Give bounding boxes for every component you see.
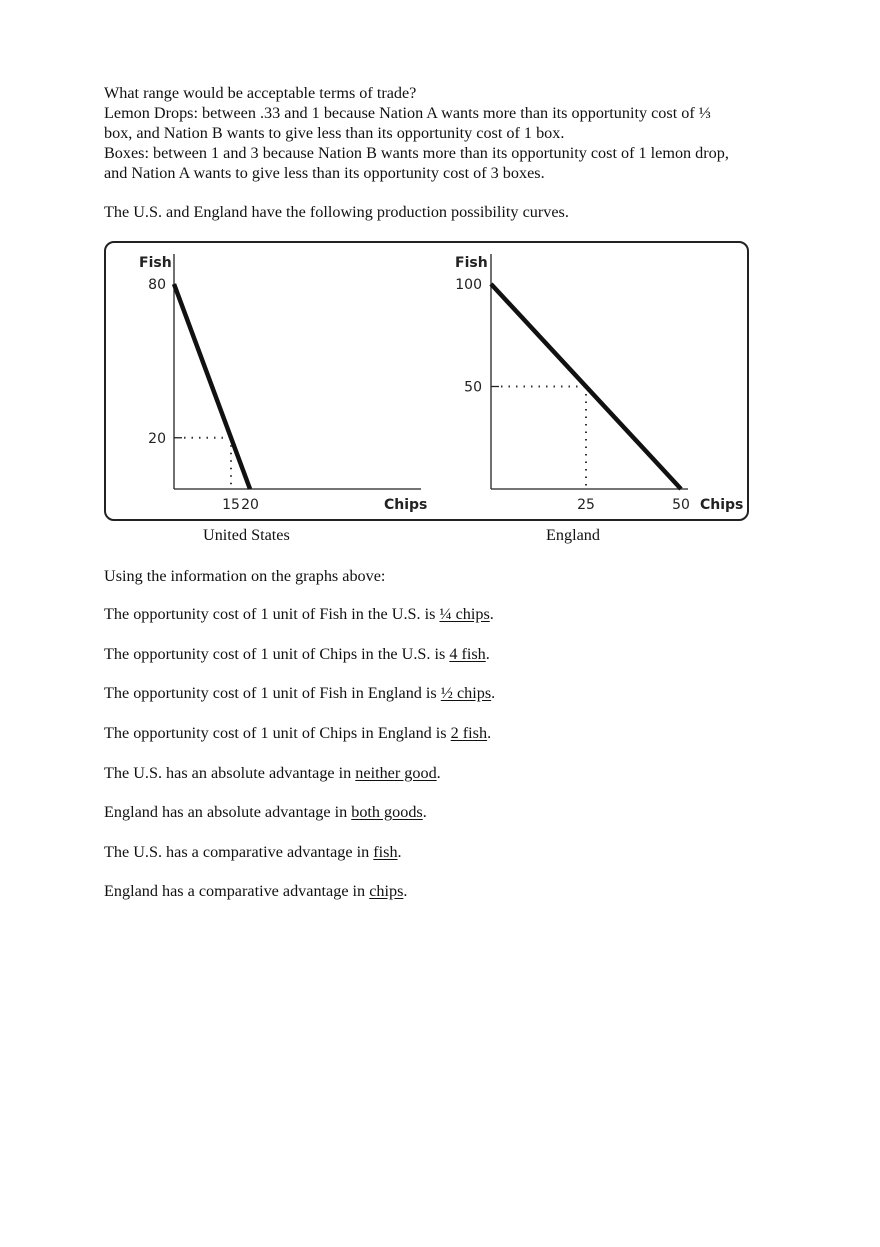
x-tick-label: 50 <box>672 497 690 513</box>
statement-line <box>104 881 407 901</box>
x-tick-label: 25 <box>577 497 595 513</box>
lemon-drops-line-2: box, and Nation B wants to give less than its opportunity cost of 1 box. <box>104 124 565 142</box>
statement-prefix: The opportunity cost of 1 unit of Fish in England is <box>104 684 441 702</box>
statement-prefix: The U.S. has an absolute advantage in <box>104 764 356 782</box>
statement-suffix: . <box>491 684 496 702</box>
x-axis-label: Chips <box>700 497 744 513</box>
statement-line <box>104 683 495 703</box>
y-tick-label: 80 <box>148 277 166 293</box>
statement-line <box>104 604 494 624</box>
statement-suffix: . <box>485 645 490 663</box>
ppc-charts <box>0 0 880 560</box>
statement-prefix: The opportunity cost of 1 unit of Chips in the U.S. is <box>104 645 450 663</box>
statement-answer: both goods <box>351 803 423 821</box>
y-axis-label: Fish <box>139 255 172 271</box>
statement-prefix: England has an absolute advantage in <box>104 803 352 821</box>
statement-suffix: . <box>489 605 494 623</box>
y-tick-label: 20 <box>148 430 166 447</box>
statement-suffix: . <box>422 803 427 821</box>
statement-answer: 2 fish <box>450 724 488 742</box>
statement-answer: ¼ chips <box>439 605 490 623</box>
statement-prefix: England has a comparative advantage in <box>104 882 370 900</box>
statement-answer: chips <box>369 882 404 900</box>
x-tick-label: 15 <box>222 497 240 513</box>
statement-suffix: . <box>487 724 492 742</box>
ppc-intro-text: The U.S. and England have the following production possibility curves. <box>104 203 569 221</box>
lemon-drops-line-1: Lemon Drops: between .33 and 1 because Nation A wants more than its opportunity cost of ⅓ <box>104 104 711 122</box>
statement-suffix: . <box>397 843 402 861</box>
statement-line <box>104 723 491 743</box>
ppc-line <box>174 284 250 489</box>
statement-answer: 4 fish <box>449 645 486 663</box>
statement-suffix: . <box>403 882 408 900</box>
y-axis-label: Fish <box>455 255 488 271</box>
boxes-line-2: and Nation A wants to give less than its opportunity cost of 3 boxes. <box>104 164 545 182</box>
y-tick-label: 50 <box>464 379 482 396</box>
statement-prefix: The U.S. has a comparative advantage in <box>104 843 374 861</box>
boxes-line-1: Boxes: between 1 and 3 because Nation B wants more than its opportunity cost of 1 lemon drop, <box>104 144 729 162</box>
statement-line <box>104 644 490 664</box>
statement-answer: neither good <box>355 764 437 782</box>
lead-text: Using the information on the graphs above: <box>104 567 386 585</box>
statement-answer: fish <box>373 843 398 861</box>
statement-prefix: The opportunity cost of 1 unit of Fish in the U.S. is <box>104 605 440 623</box>
statement-line <box>104 763 441 783</box>
caption-england: England <box>546 526 600 544</box>
y-tick-label: 100 <box>455 277 482 293</box>
ppc-line <box>491 284 681 489</box>
caption-united-states: United States <box>203 526 290 544</box>
statement-line <box>104 802 427 822</box>
statement-answer: ½ chips <box>440 684 492 702</box>
question-text: What range would be acceptable terms of trade? <box>104 84 417 102</box>
statement-line <box>104 842 402 862</box>
x-axis-label: Chips <box>384 497 428 513</box>
statement-suffix: . <box>436 764 441 782</box>
x-tick-label: 20 <box>241 497 259 513</box>
statement-prefix: The opportunity cost of 1 unit of Chips in England is <box>104 724 451 742</box>
